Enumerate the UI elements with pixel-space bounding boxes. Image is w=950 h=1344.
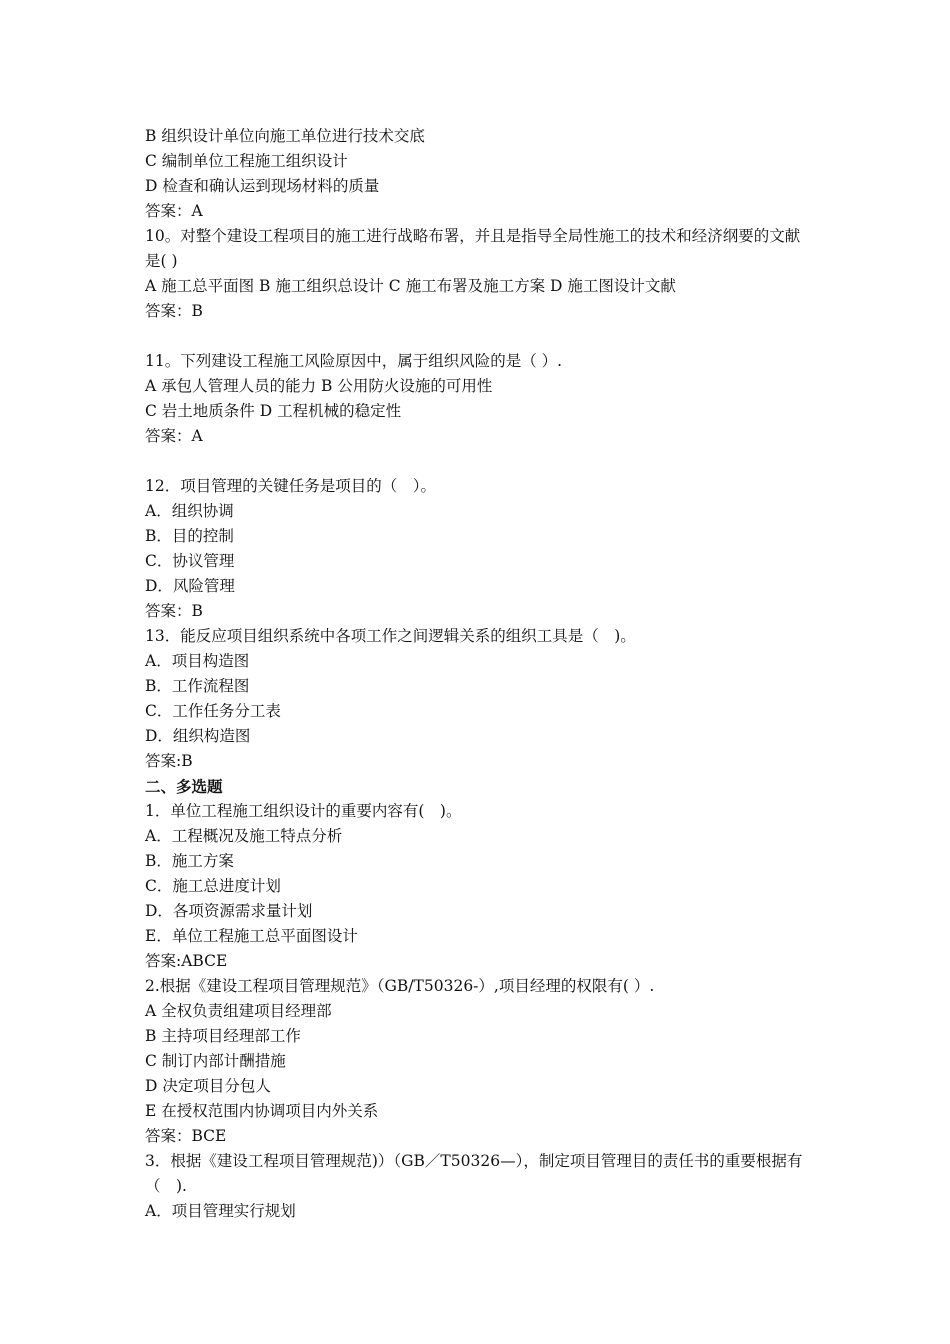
option-line: D．风险管理 xyxy=(145,577,235,595)
answer-line: 答案:B xyxy=(145,752,193,770)
multi-question-1: 1．单位工程施工组织设计的重要内容有( )。 xyxy=(145,802,462,820)
option-line: B．目的控制 xyxy=(145,527,234,545)
option-line: A 承包人管理人员的能力 B 公用防火设施的可用性 xyxy=(145,377,493,395)
blank-line xyxy=(145,449,815,474)
option-line: B．工作流程图 xyxy=(145,677,250,695)
option-line: C 制订内部计酬措施 xyxy=(145,1052,286,1070)
question-12: 12．项目管理的关键任务是项目的（ ）。 xyxy=(145,477,436,495)
answer-line: 答案:ABCE xyxy=(145,952,228,970)
option-line: B．施工方案 xyxy=(145,852,234,870)
option-line: D 决定项目分包人 xyxy=(145,1077,271,1095)
question-11: 11。下列建设工程施工风险原因中，属于组织风险的是（ ）. xyxy=(145,352,563,370)
section-heading: 二、多选题 xyxy=(145,777,223,796)
question-10: 10。对整个建设工程项目的施工进行战略布署，并且是指导全局性施工的技术和经济纲要的文献是( ) xyxy=(145,227,801,270)
option-line: D．各项资源需求量计划 xyxy=(145,902,313,920)
option-line: E．单位工程施工总平面图设计 xyxy=(145,927,358,945)
option-line: C．施工总进度计划 xyxy=(145,877,281,895)
answer-line: 答案：B xyxy=(145,602,203,620)
answer-line: 答案：A xyxy=(145,427,203,445)
document-body xyxy=(145,124,815,1224)
option-line: C．协议管理 xyxy=(145,552,235,570)
option-line: C 岩土地质条件 D 工程机械的稳定性 xyxy=(145,402,402,420)
question-10-options: A 施工总平面图 B 施工组织总设计 C 施工布署及施工方案 D 施工图设计文献 xyxy=(145,277,676,295)
option-line: D 检查和确认运到现场材料的质量 xyxy=(145,177,380,195)
option-line: A．项目管理实行规划 xyxy=(145,1202,296,1220)
blank-line xyxy=(145,324,815,349)
multi-question-3: 3．根据《建设工程项目管理规范)）（GB／T50326—），制定项目管理目的责任书的重要根据有（ ). xyxy=(145,1152,803,1195)
question-13: 13．能反应项目组织系统中各项工作之间逻辑关系的组织工具是（ )。 xyxy=(145,627,636,645)
option-line: A．项目构造图 xyxy=(145,652,250,670)
option-line: D．组织构造图 xyxy=(145,727,251,745)
option-line: B 主持项目经理部工作 xyxy=(145,1027,301,1045)
option-line: C 编制单位工程施工组织设计 xyxy=(145,152,348,170)
answer-line: 答案：BCE xyxy=(145,1127,227,1145)
answer-line: 答案：B xyxy=(145,302,203,320)
option-line: C．工作任务分工表 xyxy=(145,702,281,720)
option-line: A 全权负责组建项目经理部 xyxy=(145,1002,332,1020)
option-line: A．工程概况及施工特点分析 xyxy=(145,827,343,845)
option-line: A．组织协调 xyxy=(145,502,234,520)
option-line: E 在授权范围内协调项目内外关系 xyxy=(145,1102,379,1120)
answer-line: 答案：A xyxy=(145,202,203,220)
multi-question-2: 2.根据《建设工程项目管理规范》（GB/T50326-）,项目经理的权限有( ）. xyxy=(145,977,655,995)
option-line: B 组织设计单位向施工单位进行技术交底 xyxy=(145,127,425,145)
